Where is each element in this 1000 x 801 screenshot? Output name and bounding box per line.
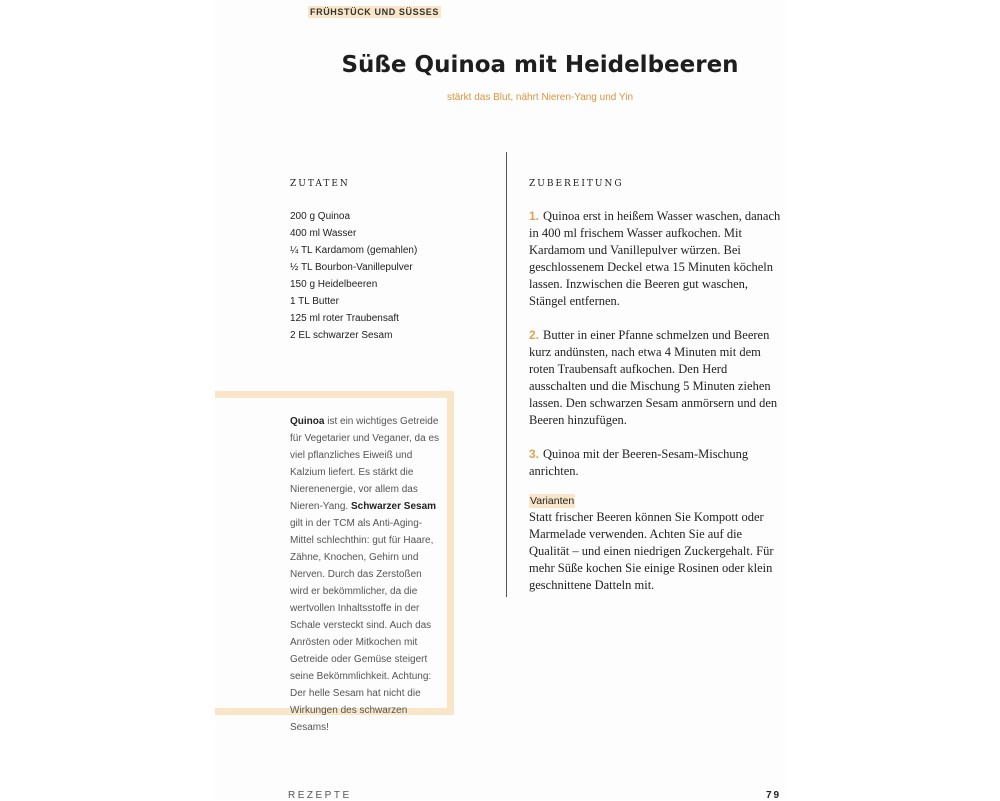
preparation-step [529,208,785,310]
infobox-frame-top [215,391,454,398]
ingredient-item: 200 g Quinoa [290,211,351,222]
recipe-subtitle: stärkt das Blut, nährt Nieren-Yang und Yin [446,92,634,103]
ingredients-list [290,208,417,344]
info-box [290,413,442,736]
preparation-step [529,327,785,429]
step-number: 3. [529,447,540,461]
ingredient-item: 2 EL schwarzer Sesam [290,330,393,341]
step-number: 1. [529,209,540,223]
step-text: Butter in einer Pfanne schmelzen und Beeren kurz andünsten, nach etwa 4 Minuten mit dem roten Traubensaft aufkochen. Den Herd ausschalten und die Mischung 5 Minuten ziehen lassen. Den schwarzen Sesam anmörsern und den Beeren hinzufügen. [529,328,778,427]
infobox-frame-right [447,391,454,715]
preparation-step [529,446,785,480]
page-number: 79 [766,790,782,801]
ingredient-item: ¼ TL Kardamom (gemahlen) [290,245,418,256]
step-number: 2. [529,328,540,342]
ingredients-heading: ZUTATEN [290,179,350,189]
variants-text: Statt frischer Beeren können Sie Kompott oder Marmelade verwenden. Achten Sie auf die Qualität – und einen niedrigen Zuckergehalt. Für mehr Süße kochen Sie einige Rosinen oder klein geschnittene Datteln mit. [529,510,774,592]
ingredient-item: 125 ml roter Traubensaft [290,313,399,324]
info-text-quinoa: ist ein wichtiges Getreide für Vegetarier und Veganer, da es viel pflanzliches Eiweiß und Kalzium liefert. Es stärkt die Nierenenergie, vor allem das Nieren-Yang. [290,416,439,512]
ingredient-item: 400 ml Wasser [290,228,357,239]
step-text: Quinoa mit der Beeren-Sesam-Mischung anrichten. [529,447,749,478]
info-term-sesam: Schwarzer Sesam [350,501,437,512]
step-text: Quinoa erst in heißem Wasser waschen, danach in 400 ml frischem Wasser aufkochen. Mit Kardamom und Vanillepulver würzen. Bei geschlossenem Deckel etwa 15 Minuten köcheln lassen. Inzwischen die Beeren gut waschen, Stängel entfernen. [529,209,781,308]
info-term-quinoa: Quinoa [290,416,325,427]
variants-heading: Varianten [530,495,575,507]
footer-section-name: REZEPTE [288,790,352,801]
column-divider [506,152,507,597]
ingredient-item: 1 TL Butter [290,296,339,307]
section-label: FRÜHSTÜCK UND SÜSSES [310,7,440,17]
recipe-title: Süße Quinoa mit Heidelbeeren [341,52,739,78]
ingredient-item: ½ TL Bourbon-Vanillepulver [290,262,413,273]
preparation-steps [529,208,785,594]
ingredient-item: 150 g Heidelbeeren [290,279,378,290]
preparation-heading: ZUBEREITUNG [529,179,624,189]
info-text-sesam: gilt in der TCM als Anti-Aging-Mittel schlechthin: gut für Haare, Zähne, Knochen, Gehirn und Nerven. Durch das Zerstoßen wird er bekömmlicher, da die wertvollen Inhaltsstoffe in der Schale versteckt sind. Auch das Anrösten oder Mitkochen mit Getreide oder Gemüse steigert seine Bekömmlichkeit. Achtung: Der helle Sesam hat nicht die Wirkungen des schwarzen Sesams! [290,518,434,733]
